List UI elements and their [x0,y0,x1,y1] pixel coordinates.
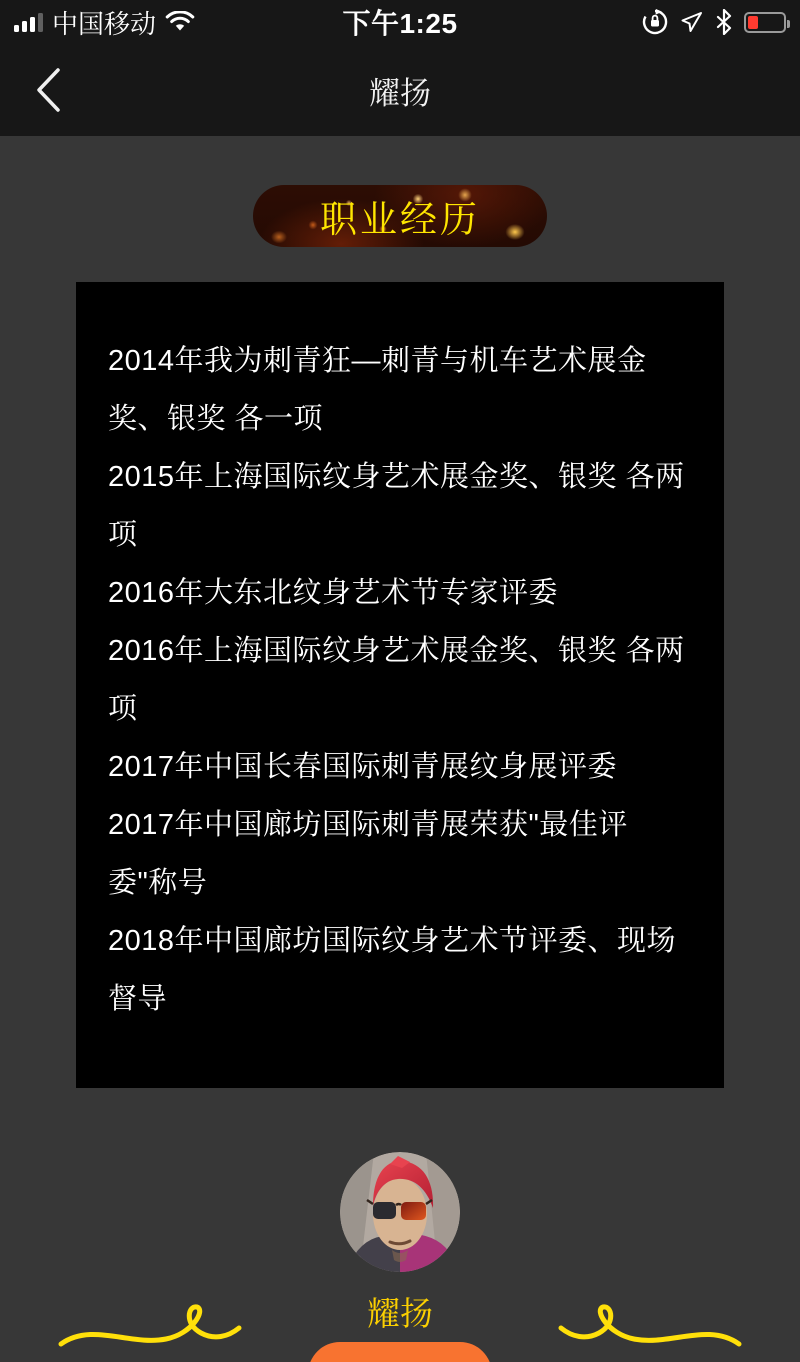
page-title: 耀扬 [369,75,431,111]
battery-icon [744,12,786,33]
cta-button[interactable] [308,1342,492,1362]
experience-list [108,332,692,1028]
flourish-right-icon [554,1302,742,1354]
location-icon [680,10,704,34]
flourish-left-icon [58,1302,246,1354]
experience-item: 2018年中国廊坊国际纹身艺术节评委、现场督导 [108,925,677,1015]
avatar-photo-icon [340,1152,460,1272]
section-banner [253,185,547,247]
nav-bar [0,44,800,136]
profile-name: 耀扬 [367,1295,433,1332]
experience-item: 2016年大东北纹身艺术节专家评委 [108,577,559,609]
carrier-label: 中国移动 [52,8,157,39]
experience-item: 2017年中国廊坊国际刺青展荣获"最佳评委"称号 [108,809,628,899]
wifi-icon [165,11,195,33]
chevron-left-icon [35,67,61,113]
signal-icon [14,12,43,32]
experience-item: 2017年中国长春国际刺青展纹身展评委 [108,751,618,783]
bluetooth-icon [716,9,732,35]
section-banner-title: 职业经历 [320,199,480,240]
status-bar [0,0,800,44]
avatar [340,1152,460,1272]
rotation-lock-icon [642,9,668,35]
experience-item: 2014年我为刺青狂—刺青与机车艺术展金奖、银奖 各一项 [108,345,647,435]
experience-item: 2016年上海国际纹身艺术展金奖、银奖 各两项 [108,635,685,725]
back-button[interactable] [18,44,78,136]
clock: 下午1:25 [342,8,458,39]
experience-panel [76,282,724,1088]
experience-item: 2015年上海国际纹身艺术展金奖、银奖 各两项 [108,461,685,551]
